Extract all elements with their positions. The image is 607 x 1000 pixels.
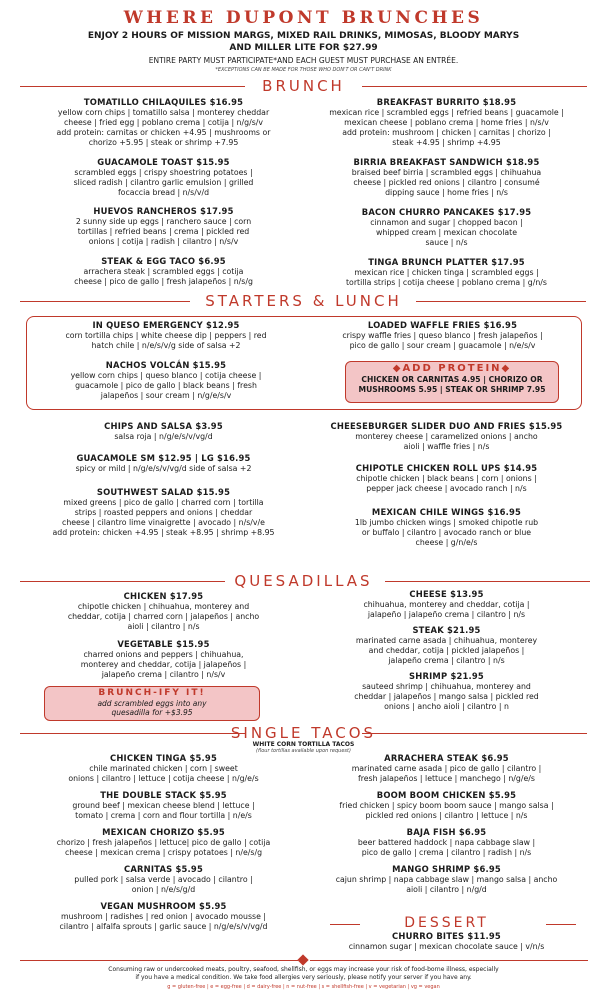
item-description-line: cinnamon and sugar | chopped bacon |: [370, 218, 523, 227]
item-description-line: add protein: chicken +4.95 | steak +8.95 | shrimp +8.95: [52, 528, 275, 537]
item-description-line: fresh jalapeños | lettuce | manchego | n/g/e/s: [357, 774, 535, 783]
item-description-line: mushroom | radishes | red onion | avocado mousse |: [60, 912, 267, 921]
item-description-line: chorizo +5.95 | steak or shrimp +7.95: [88, 138, 239, 147]
item-description-line: chorizo | fresh jalapeños | lettuce| pico de gallo | cotija: [56, 838, 271, 847]
menu-item: [305, 506, 588, 548]
brunchify-line-1: add scrambled eggs into any: [97, 699, 207, 708]
item-description-line: cheese | pico de gallo | fresh jalapeños | n/s/g: [74, 277, 253, 286]
item-description-line: cheese | fried egg | poblano crema | cotija | n/g/s/v: [63, 118, 264, 127]
item-name: THE DOUBLE STACK: [100, 790, 197, 800]
item-price: $5.95: [189, 753, 217, 763]
menu-item: [305, 826, 588, 858]
brunchify-heading: BRUNCH-IFY IT!: [98, 688, 206, 698]
item-description-line: onions | cilantro | lettuce | cotija cheese | n/g/e/s: [68, 774, 259, 783]
item-price: $15.95: [196, 487, 231, 497]
item-name: HUEVOS RANCHEROS: [93, 206, 197, 216]
item-description-line: guacamole | pico de gallo | black beans | fresh: [75, 381, 257, 390]
item-description-line: tortilla strips | cotija cheese | poblano crema | g/n/s: [346, 278, 547, 287]
menu-item: [305, 624, 588, 666]
item-name: CHIPOTLE CHICKEN ROLL UPS: [355, 463, 501, 473]
item-name: SHRIMP: [409, 671, 448, 681]
item-description-line: hatch chile | n/e/s/v/g side of salsa +2: [91, 341, 241, 350]
menu-item: [305, 752, 588, 784]
menu-item: [305, 789, 588, 821]
footer-rule: [20, 960, 298, 961]
starters-boxed-left-column: [30, 319, 302, 401]
item-name: BIRRIA BREAKFAST SANDWICH: [353, 157, 503, 167]
item-description-line: 2 sunny side up eggs | ranchero sauce | corn: [75, 217, 252, 226]
item-price: $18.95: [505, 157, 540, 167]
item-name: VEGAN MUSHROOM: [100, 901, 196, 911]
item-description-line: jalapeño crema | cilantro | n/s/v: [101, 670, 226, 679]
menu-item: [305, 670, 588, 712]
item-name: CHURRO BITES: [392, 931, 465, 941]
section-quesadillas-heading: QUESADILLAS: [234, 572, 373, 590]
brunchify-line-2: quesadilla for +$3.95: [111, 708, 193, 717]
tacos-right-column: [305, 752, 588, 895]
item-name: CHEESEBURGER SLIDER DUO AND FRIES: [330, 421, 526, 431]
brunch-left-column: [22, 96, 305, 287]
item-description-line: strips | roasted peppers and onions | cheddar: [74, 508, 253, 517]
diamond-ornament: [297, 954, 308, 965]
menu-item: [305, 156, 588, 198]
item-description-line: cajun shrimp | napa cabbage slaw | mango salsa | ancho: [335, 875, 558, 884]
item-price: $5.95: [199, 901, 227, 911]
item-description-line: marinated carne asada | pico de gallo | cilantro |: [351, 764, 542, 773]
item-price: $14.95: [503, 463, 538, 473]
menu-item: [22, 486, 305, 538]
item-description-line: braised beef birria | scrambled eggs | chihuahua: [351, 168, 542, 177]
item-description-line: steak +4.95 | shrimp +4.95: [392, 138, 501, 147]
item-description-line: aioli | waffle fries | n/s: [403, 442, 490, 451]
item-name: LOADED WAFFLE FRIES: [367, 320, 481, 330]
section-starters-heading: STARTERS & LUNCH: [205, 292, 402, 310]
item-price: $11.95: [467, 931, 501, 941]
menu-item: [22, 900, 305, 932]
item-description-line: cheddar, cotija | charred corn | jalapeños | ancho: [67, 612, 260, 621]
item-name: SOUTHWEST SALAD: [96, 487, 194, 497]
menu-item: [305, 863, 588, 895]
item-price: $18.95: [482, 97, 517, 107]
item-description-line: sliced radish | cilantro garlic emulsion | grilled: [73, 178, 254, 187]
item-description-line: mexican rice | scrambled eggs | refried beans | guacamole |: [329, 108, 564, 117]
item-description-line: crispy waffle fries | queso blanco | fresh jalapeños |: [342, 331, 543, 340]
menu-item: [30, 359, 302, 401]
item-description: cinnamon sugar | mexican chocolate sauce | v/n/s: [348, 942, 545, 951]
item-description-line: cheese | cilantro lime vinaigrette | avocado | n/s/v/e: [62, 518, 265, 527]
item-description-line: jalapeño crema | cilantro | n/s: [388, 656, 505, 665]
menu-item: [22, 420, 305, 442]
item-price: $15.95: [196, 157, 230, 167]
item-name: CHEESE: [409, 589, 447, 599]
item-description-line: marinated carne asada | chihuahua, monterey: [355, 636, 538, 645]
item-name: BREAKFAST BURRITO: [376, 97, 480, 107]
item-price: $16.95: [487, 507, 522, 517]
menu-item: [22, 752, 305, 784]
footer-rule: [310, 960, 588, 961]
item-description-line: arrachera steak | scrambled eggs | cotija: [83, 267, 244, 276]
item-description-line: jalapeño | jalapeño crema | cilantro | n/s: [367, 610, 526, 619]
starters-right-column: [305, 420, 588, 548]
quesadillas-right-column: [305, 588, 588, 712]
item-description-line: mexican cheese | poblano crema | home fries | n/s/v: [344, 118, 549, 127]
item-description-line: chipotle chicken | black beans | corn | onions |: [356, 474, 537, 483]
item-description-line: ground beef | mexican cheese blend | lettuce |: [72, 801, 255, 810]
menu-item: [305, 420, 588, 452]
diet-legend: g = gluten-free | e = egg-free | d = dairy-free | n = nut-free | s = shellfish-free | v = vegetarian | vg = vegan: [167, 984, 440, 990]
menu-item: [305, 206, 588, 248]
item-description-line: tortillas | refried beans | crema | pickled red: [77, 227, 250, 236]
item-price: $17.95: [169, 591, 204, 601]
section-dessert-heading: DESSERT: [404, 915, 489, 931]
menu-item: [22, 863, 305, 895]
item-price: $15.95: [192, 360, 227, 370]
item-name: MANGO SHRIMP: [392, 864, 471, 874]
item-description-line: fried chicken | spicy boom boom sauce | mango salsa |: [339, 801, 554, 810]
tacos-subtitle: WHITE CORN TORTILLA TACOS: [252, 741, 355, 748]
item-description-line: monterey cheese | caramelized onions | ancho: [355, 432, 538, 441]
item-description-line: cheddar | jalapeños | mango salsa | pickled red: [354, 692, 539, 701]
item-description-line: aioli | cilantro | n/s: [127, 622, 200, 631]
item-description-line: whipped cream | mexican chocolate: [375, 228, 518, 237]
item-description-line: cheese | mexican crema | crispy potatoes | n/e/s/g: [64, 848, 263, 857]
item-price: $6.95: [198, 256, 226, 266]
item-description-line: pico de gallo | crema | cilantro | radish | n/s: [361, 848, 532, 857]
item-description-line: focaccia bread | n/s/v/d: [117, 188, 210, 197]
item-name: CHICKEN: [123, 591, 167, 601]
item-description-line: sauce | n/s: [425, 238, 468, 247]
add-protein-line-1: CHICKEN OR CARNITAS 4.95 | CHORIZO OR: [361, 375, 543, 384]
item-description-line: and cheddar, cotija | pickled jalapeños |: [368, 646, 525, 655]
item-price: $5.95: [175, 864, 203, 874]
menu-item: [305, 930, 588, 952]
add-protein-box: [345, 361, 559, 403]
item-name: MEXICAN CHILE WINGS: [371, 507, 485, 517]
item-name: STEAK: [412, 625, 444, 635]
item-price: $3.95: [195, 421, 223, 431]
item-description-line: pico de gallo | sour cream | guacamole | n/e/s/v: [349, 341, 536, 350]
item-price: $21.95: [450, 671, 484, 681]
item-name: STEAK & EGG TACO: [101, 256, 196, 266]
item-name: NACHOS VOLCÁN: [105, 360, 190, 370]
tacos-subtitle-note: (flour tortillas available upon request): [256, 748, 351, 754]
menu-item: [305, 256, 588, 288]
item-description-line: pickled red onions | cilantro | lettuce | n/s: [365, 811, 528, 820]
item-name: VEGETABLE: [117, 639, 173, 649]
item-description-line: onions | ancho aioli | cilantro | n: [384, 702, 509, 711]
item-description-line: monterey and cheddar, cotija | jalapeños |: [80, 660, 247, 669]
item-price: $16.95: [209, 97, 244, 107]
item-description-line: onions | cotija | radish | cilantro | n/s/v: [88, 237, 239, 246]
item-description-line: sauteed shrimp | chihuahua, monterey and: [362, 682, 531, 691]
item-price: $21.95: [447, 625, 481, 635]
item-description-line: tomato | crema | corn and flour tortilla | n/e/s: [75, 811, 252, 820]
item-description-line: chipotle chicken | chihuahua, monterey and: [77, 602, 250, 611]
menu-item: [22, 205, 305, 247]
menu-title: WHERE DUPONT BRUNCHES: [123, 8, 484, 28]
item-name: BAJA FISH: [406, 827, 456, 837]
item-description-line: cheese | pickled red onions | cilantro | consumé: [353, 178, 540, 187]
brunch-right-column: [305, 96, 588, 288]
item-description-line: jalapeños | sour cream | n/g/e/s/v: [100, 391, 232, 400]
item-name: CHIPS AND SALSA: [104, 421, 193, 431]
item-description-line: aioli | cilantro | n/g/d: [406, 885, 487, 894]
item-price: $17.95: [491, 257, 525, 267]
header-deal-line-1: ENJOY 2 HOURS OF MISSION MARGS, MIXED RAIL DRINKS, MIMOSAS, BLOODY MARYS: [87, 31, 520, 41]
item-name: TOMATILLO CHILAQUILES: [83, 97, 207, 107]
item-description-line: beer battered haddock | napa cabbage slaw |: [357, 838, 536, 847]
item-name: GUACAMOLE TOAST: [97, 157, 194, 167]
item-description-line: salsa roja | n/g/e/s/v/vg/d: [114, 432, 213, 441]
item-description-line: mexican rice | chicken tinga | scrambled eggs |: [354, 268, 539, 277]
menu-item: [305, 319, 580, 351]
menu-item: [22, 255, 305, 287]
footer-warning-2: if you have a medical condition. We take food allergies very seriously, please notify your server if you have any.: [135, 974, 472, 981]
item-price: $6.95: [481, 753, 509, 763]
starters-left-column: [22, 420, 305, 538]
item-description-line: pulled pork | salsa verde | avocado | cilantro |: [74, 875, 253, 884]
item-price: $5.95: [199, 790, 227, 800]
item-name: GUACAMOLE SM $12.95 | LG $16.95: [76, 453, 251, 463]
item-description-line: charred onions and peppers | chihuahua,: [83, 650, 244, 659]
item-description-line: corn tortilla chips | white cheese dip | peppers | red: [65, 331, 267, 340]
item-description-line: or buffalo | cilantro | avocado ranch or blue: [361, 528, 532, 537]
item-description-line: 1lb jumbo chicken wings | smoked chipotle rub: [354, 518, 539, 527]
footer-warning-1: Consuming raw or undercooked meats, poultry, seafood, shellfish, or eggs may increase your risk of food-borne illness, especially: [108, 966, 499, 973]
item-description-line: cheese | g/n/e/s: [415, 538, 478, 547]
item-name: IN QUESO EMERGENCY: [92, 320, 203, 330]
item-price: $5.95: [197, 827, 225, 837]
item-price: $16.95: [483, 320, 518, 330]
item-price: $17.95: [200, 206, 234, 216]
item-description-line: dipping sauce | home fries | n/s: [385, 188, 508, 197]
menu-item: [305, 462, 588, 494]
item-description-line: add protein: mushroom | chicken | carnitas | chorizo |: [342, 128, 551, 137]
item-price: $6.95: [458, 827, 487, 837]
item-description-line: yellow corn chips | queso blanco | cotija cheese |: [70, 371, 262, 380]
item-description-line: chihuahua, monterey and cheddar, cotija |: [363, 600, 530, 609]
header-deal-line-2: AND MILLER LITE FOR $27.99: [229, 43, 378, 53]
item-description-line: onion | n/e/s/g/d: [131, 885, 196, 894]
menu-item: [22, 826, 305, 858]
menu-item: [22, 156, 305, 198]
item-name: TINGA BRUNCH PLATTER: [368, 257, 489, 267]
item-name: CHICKEN TINGA: [110, 753, 187, 763]
tacos-left-column: [22, 752, 305, 932]
item-description-line: scrambled eggs | crispy shoestring potatoes |: [74, 168, 253, 177]
header-note: ENTIRE PARTY MUST PARTICIPATE*AND EACH GUEST MUST PURCHASE AN ENTRÉE.: [148, 56, 459, 65]
menu-item: [30, 319, 302, 351]
item-price: $12.95: [205, 320, 240, 330]
item-price: $6.95: [473, 864, 501, 874]
item-price: $15.95: [528, 421, 563, 431]
item-description-line: pepper jack cheese | avocado ranch | n/s: [366, 484, 527, 493]
header-exception: *EXCEPTIONS CAN BE MADE FOR THOSE WHO DON'T OR CAN'T DRINK: [215, 67, 392, 73]
menu-item: [22, 590, 305, 632]
item-price: $17.95: [497, 207, 532, 217]
item-price: $5.95: [488, 790, 517, 800]
item-name: CARNITAS: [123, 864, 173, 874]
item-name: ARRACHERA STEAK: [384, 753, 479, 763]
section-brunch-heading: BRUNCH: [262, 77, 345, 95]
menu-item: [305, 96, 588, 148]
item-name: BACON CHURRO PANCAKES: [361, 207, 495, 217]
item-description-line: mixed greens | pico de gallo | charred corn | tortilla: [63, 498, 264, 507]
starters-boxed-right-column: [305, 319, 580, 351]
quesadillas-left-column: [22, 590, 305, 680]
add-protein-heading: ◆ADD PROTEIN◆: [392, 363, 512, 374]
item-description-line: cilantro | alfalfa sprouts | garlic sauce | n/g/e/s/v/vg/d: [59, 922, 268, 931]
item-name: MEXICAN CHORIZO: [102, 827, 195, 837]
item-price: $15.95: [176, 639, 210, 649]
menu-item: [22, 96, 305, 148]
brunchify-box: [44, 686, 260, 721]
item-price: $13.95: [450, 589, 484, 599]
item-name: BOOM BOOM CHICKEN: [376, 790, 486, 800]
item-description-line: yellow corn chips | tomatillo salsa | monterey cheddar: [57, 108, 270, 117]
section-tacos-heading: SINGLE TACOS: [230, 724, 377, 742]
menu-item: [22, 789, 305, 821]
add-protein-line-2: MUSHROOMS 5.95 | STEAK OR SHRIMP 7.95: [358, 385, 546, 394]
menu-item: [305, 588, 588, 620]
item-description-line: chile marinated chicken | corn | sweet: [89, 764, 238, 773]
item-description-line: spicy or mild | n/g/e/s/v/vg/d side of salsa +2: [75, 464, 252, 473]
menu-item: [22, 452, 305, 474]
item-description-line: add protein: carnitas or chicken +4.95 | mushrooms or: [56, 128, 271, 137]
menu-item: [22, 638, 305, 680]
